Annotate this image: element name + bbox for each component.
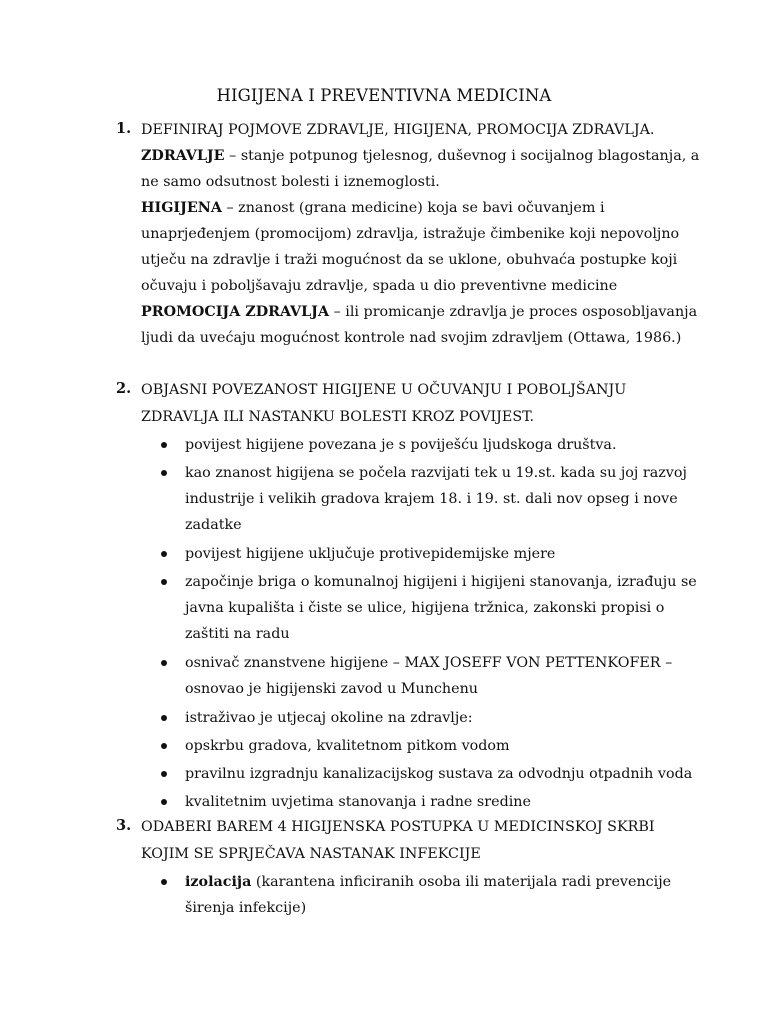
definition-term: HIGIJENA [141,200,222,216]
section-heading-line: DEFINIRAJ POJMOVE ZDRAVLJE, HIGIJENA, PROMOCIJA ZDRAVLJA. [141,122,655,138]
definition-term: PROMOCIJA ZDRAVLJA [141,304,330,320]
section-heading-line: OBJASNI POVEZANOST HIGIJENE U OČUVANJU I POBOLJŠANJU [141,382,627,398]
definition-text: utječu na zdravlje i traži mogućnost da se uklone, obuhvaća postupke koji [141,252,678,268]
bullet-icon [161,799,167,805]
bullet-icon [161,470,167,476]
bullet-term: izolacija [185,874,252,890]
section-number: 3. [116,817,132,834]
bullet-text: zaštiti na radu [185,626,290,642]
definition-text: – znanost (grana medicine) koja se bavi očuvanjem i [221,200,605,216]
bullet-text: kao znanost higijena se počela razvijati tek u 19.st. kada su joj razvoj [185,465,687,481]
bullet-text: povijest higijene uključuje protivepidemijske mjere [185,546,556,562]
bullet-text: osnovao je higijenski zavod u Munchenu [185,681,479,697]
definition-term: ZDRAVLJE [141,148,225,164]
definition-text: ljudi da uvećaju mogućnost kontrole nad svojim zdravljem (Ottawa, 1986.) [141,330,682,346]
definition-text: unaprjeđenjem (promocijom) zdravlja, istražuje čimbenike koji nepovoljno [141,226,680,242]
definition-higijena [141,198,605,218]
bullet-text: zadatke [185,517,242,533]
bullet-text: opskrbu gradova, kvalitetnom pitkom vodom [185,738,510,754]
bullet-text: javna kupališta i čiste se ulice, higijena tržnica, zakonski propisi o [185,600,665,616]
bullet-text: kvalitetnim uvjetima stanovanja i radne sredine [185,794,531,810]
definition-zdravlje [141,146,699,166]
bullet-text: započinje briga o komunalnoj higijeni i higijeni stanovanja, izrađuju se [185,574,697,590]
section-heading-line: ODABERI BAREM 4 HIGIJENSKA POSTUPKA U MEDICINSKOJ SKRBI [141,819,655,835]
section-number: 2. [116,380,132,397]
bullet-icon [161,771,167,777]
bullet-text: istraživao je utjecaj okoline na zdravlje: [185,710,473,726]
definition-text: ne samo odsutnost bolesti i iznemoglosti. [141,174,440,190]
bullet-icon [161,879,167,885]
bullet-text: širenja infekcije) [185,900,307,916]
bullet-text [185,872,671,892]
bullet-icon [161,442,167,448]
bullet-icon [161,660,167,666]
document-title: HIGIJENA I PREVENTIVNA MEDICINA [216,86,552,105]
bullet-icon [161,579,167,585]
section-number: 1. [116,120,132,137]
bullet-icon [161,551,167,557]
section-heading-line: KOJIM SE SPRJEČAVA NASTANAK INFEKCIJE [141,846,481,862]
bullet-text-rest: (karantena inficiranih osoba ili materijala radi prevencije [251,874,672,890]
bullet-icon [161,743,167,749]
bullet-text: povijest higijene povezana je s poviješću ljudskoga društva. [185,437,617,453]
section-heading-line: ZDRAVLJA ILI NASTANKU BOLESTI KROZ POVIJEST. [141,409,535,425]
definition-text: – stanje potpunog tjelesnog, duševnog i socijalnog blagostanja, a [224,148,700,164]
bullet-text: pravilnu izgradnju kanalizacijskog sustava za odvodnju otpadnih voda [185,766,693,782]
bullet-text: osnivač znanstvene higijene – MAX JOSEFF VON PETTENKOFER – [185,655,673,671]
definition-promocija [141,302,697,322]
bullet-icon [161,715,167,721]
definition-text: – ili promicanje zdravlja je proces osposobljavanja [329,304,698,320]
bullet-text: industrije i velikih gradova krajem 18. i 19. st. dali nov opseg i nove [185,491,678,507]
definition-text: očuvaju i poboljšavaju zdravlje, spada u dio preventivne medicine [141,278,618,294]
